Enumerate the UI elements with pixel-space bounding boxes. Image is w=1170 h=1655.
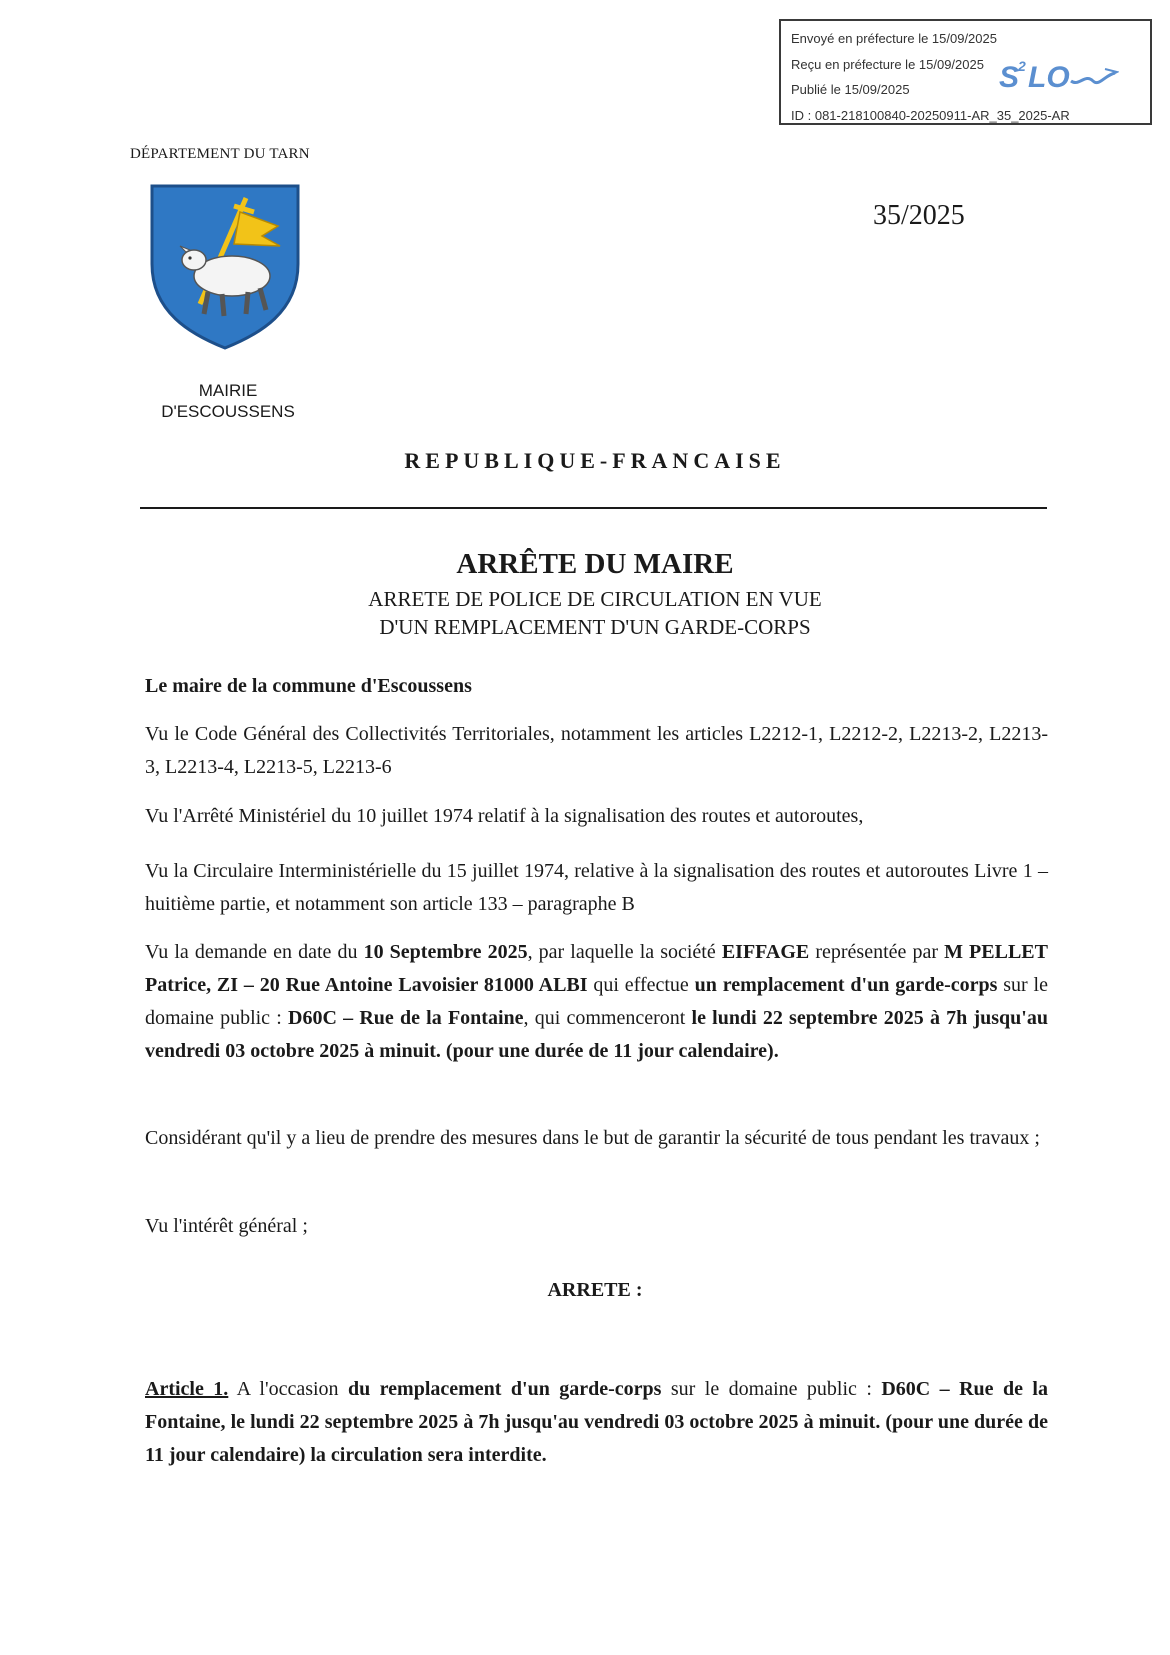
article-1-works: du remplacement d'un garde-corps [347, 1378, 662, 1400]
demande-text: représentée par [809, 941, 945, 963]
article-1-details: D60C – Rue de la Fontaine, le lundi 22 septembre 2025 à 7h jusqu'au vendredi 03 octobre 2025 à minuit. (pour une durée de 11 jour calendaire) la circulation sera interdite. [145, 1378, 1048, 1466]
demande-company: EIFFAGE [721, 941, 810, 963]
arrete-heading: ARRETE : [547, 1279, 643, 1301]
vu-interet-paragraph: Vu l'intérêt général ; [145, 1215, 308, 1237]
decree-reference-number: 35/2025 [873, 200, 965, 231]
coat-of-arms-icon [150, 184, 300, 350]
demande-text: qui effectue [587, 974, 695, 996]
department-label: DÉPARTEMENT DU TARN [130, 146, 310, 162]
subtitle-line: ARRETE DE POLICE DE CIRCULATION EN VUE [368, 587, 822, 611]
demande-representative: M PELLET Patrice, ZI – 20 Rue Antoine Lavoisier 81000 ALBI [145, 941, 1048, 996]
article-1-label: Article 1. [145, 1378, 229, 1400]
demande-period: le lundi 22 septembre 2025 à 7h jusqu'au vendredi 03 octobre 2025 à minuit. (pour une durée de 11 jour calendaire). [145, 1007, 1048, 1062]
header-divider [140, 507, 1047, 509]
stamp-sent-date: Envoyé en préfecture le 15/09/2025 [791, 31, 997, 46]
vu-cgct-paragraph: Vu le Code Général des Collectivités Territoriales, notamment les articles L2212-1, L2212-2, L2213-2, L2213-3, L2213-4, L2213-5, L2213-6 [145, 723, 1048, 778]
mairie-commune: D'ESCOUSSENS [161, 402, 295, 421]
demande-date: 10 Septembre 2025 [363, 941, 528, 963]
subtitle-line: D'UN REMPLACEMENT D'UN GARDE-CORPS [379, 615, 811, 639]
vu-arrete-paragraph: Vu l'Arrêté Ministériel du 10 juillet 1974 relatif à la signalisation des routes et autoroutes, [145, 805, 864, 827]
stamp-received-date: Reçu en préfecture le 15/09/2025 [791, 57, 984, 72]
article-1-text: A l'occasion [228, 1378, 348, 1400]
demande-text: , qui commenceront [523, 1007, 692, 1029]
intro-line: Le maire de la commune d'Escoussens [145, 675, 472, 697]
article-1-text: sur le domaine public : [661, 1378, 882, 1400]
svg-text:2: 2 [1018, 58, 1026, 74]
stamp-act-id: ID : 081-218100840-20250911-AR_35_2025-AR [791, 108, 1070, 123]
article-1-paragraph [145, 1373, 1048, 1472]
vu-circulaire-paragraph: Vu la Circulaire Interministérielle du 15 juillet 1974, relative à la signalisation des routes et autoroutes Livre 1 – huitième partie, et notamment son article 133 – paragraphe B [145, 860, 1048, 915]
document-subtitle [0, 585, 1170, 641]
s2lo-logo-icon [999, 55, 1119, 97]
demande-text: sur le domaine public : [145, 974, 1048, 1029]
prefecture-stamp [779, 19, 1152, 125]
demande-works: un remplacement d'un garde-corps [694, 974, 998, 996]
svg-text:S: S [999, 61, 1020, 94]
vu-demande-paragraph [145, 936, 1048, 1068]
demande-text: , par laquelle la société [527, 941, 722, 963]
document-title: ARRÊTE DU MAIRE [456, 548, 734, 580]
demande-text: Vu la demande en date du [145, 941, 364, 963]
considerant-paragraph: Considérant qu'il y a lieu de prendre des mesures dans le but de garantir la sécurité de tous pendant les travaux ; [145, 1127, 1040, 1149]
mairie-line: MAIRIE [198, 381, 258, 400]
republique-heading: REPUBLIQUE-FRANCAISE [404, 448, 786, 473]
demande-location: D60C – Rue de la Fontaine [288, 1007, 524, 1029]
stamp-published-date: Publié le 15/09/2025 [791, 82, 910, 97]
svg-text:LO: LO [1028, 61, 1070, 94]
mairie-label [140, 380, 316, 422]
